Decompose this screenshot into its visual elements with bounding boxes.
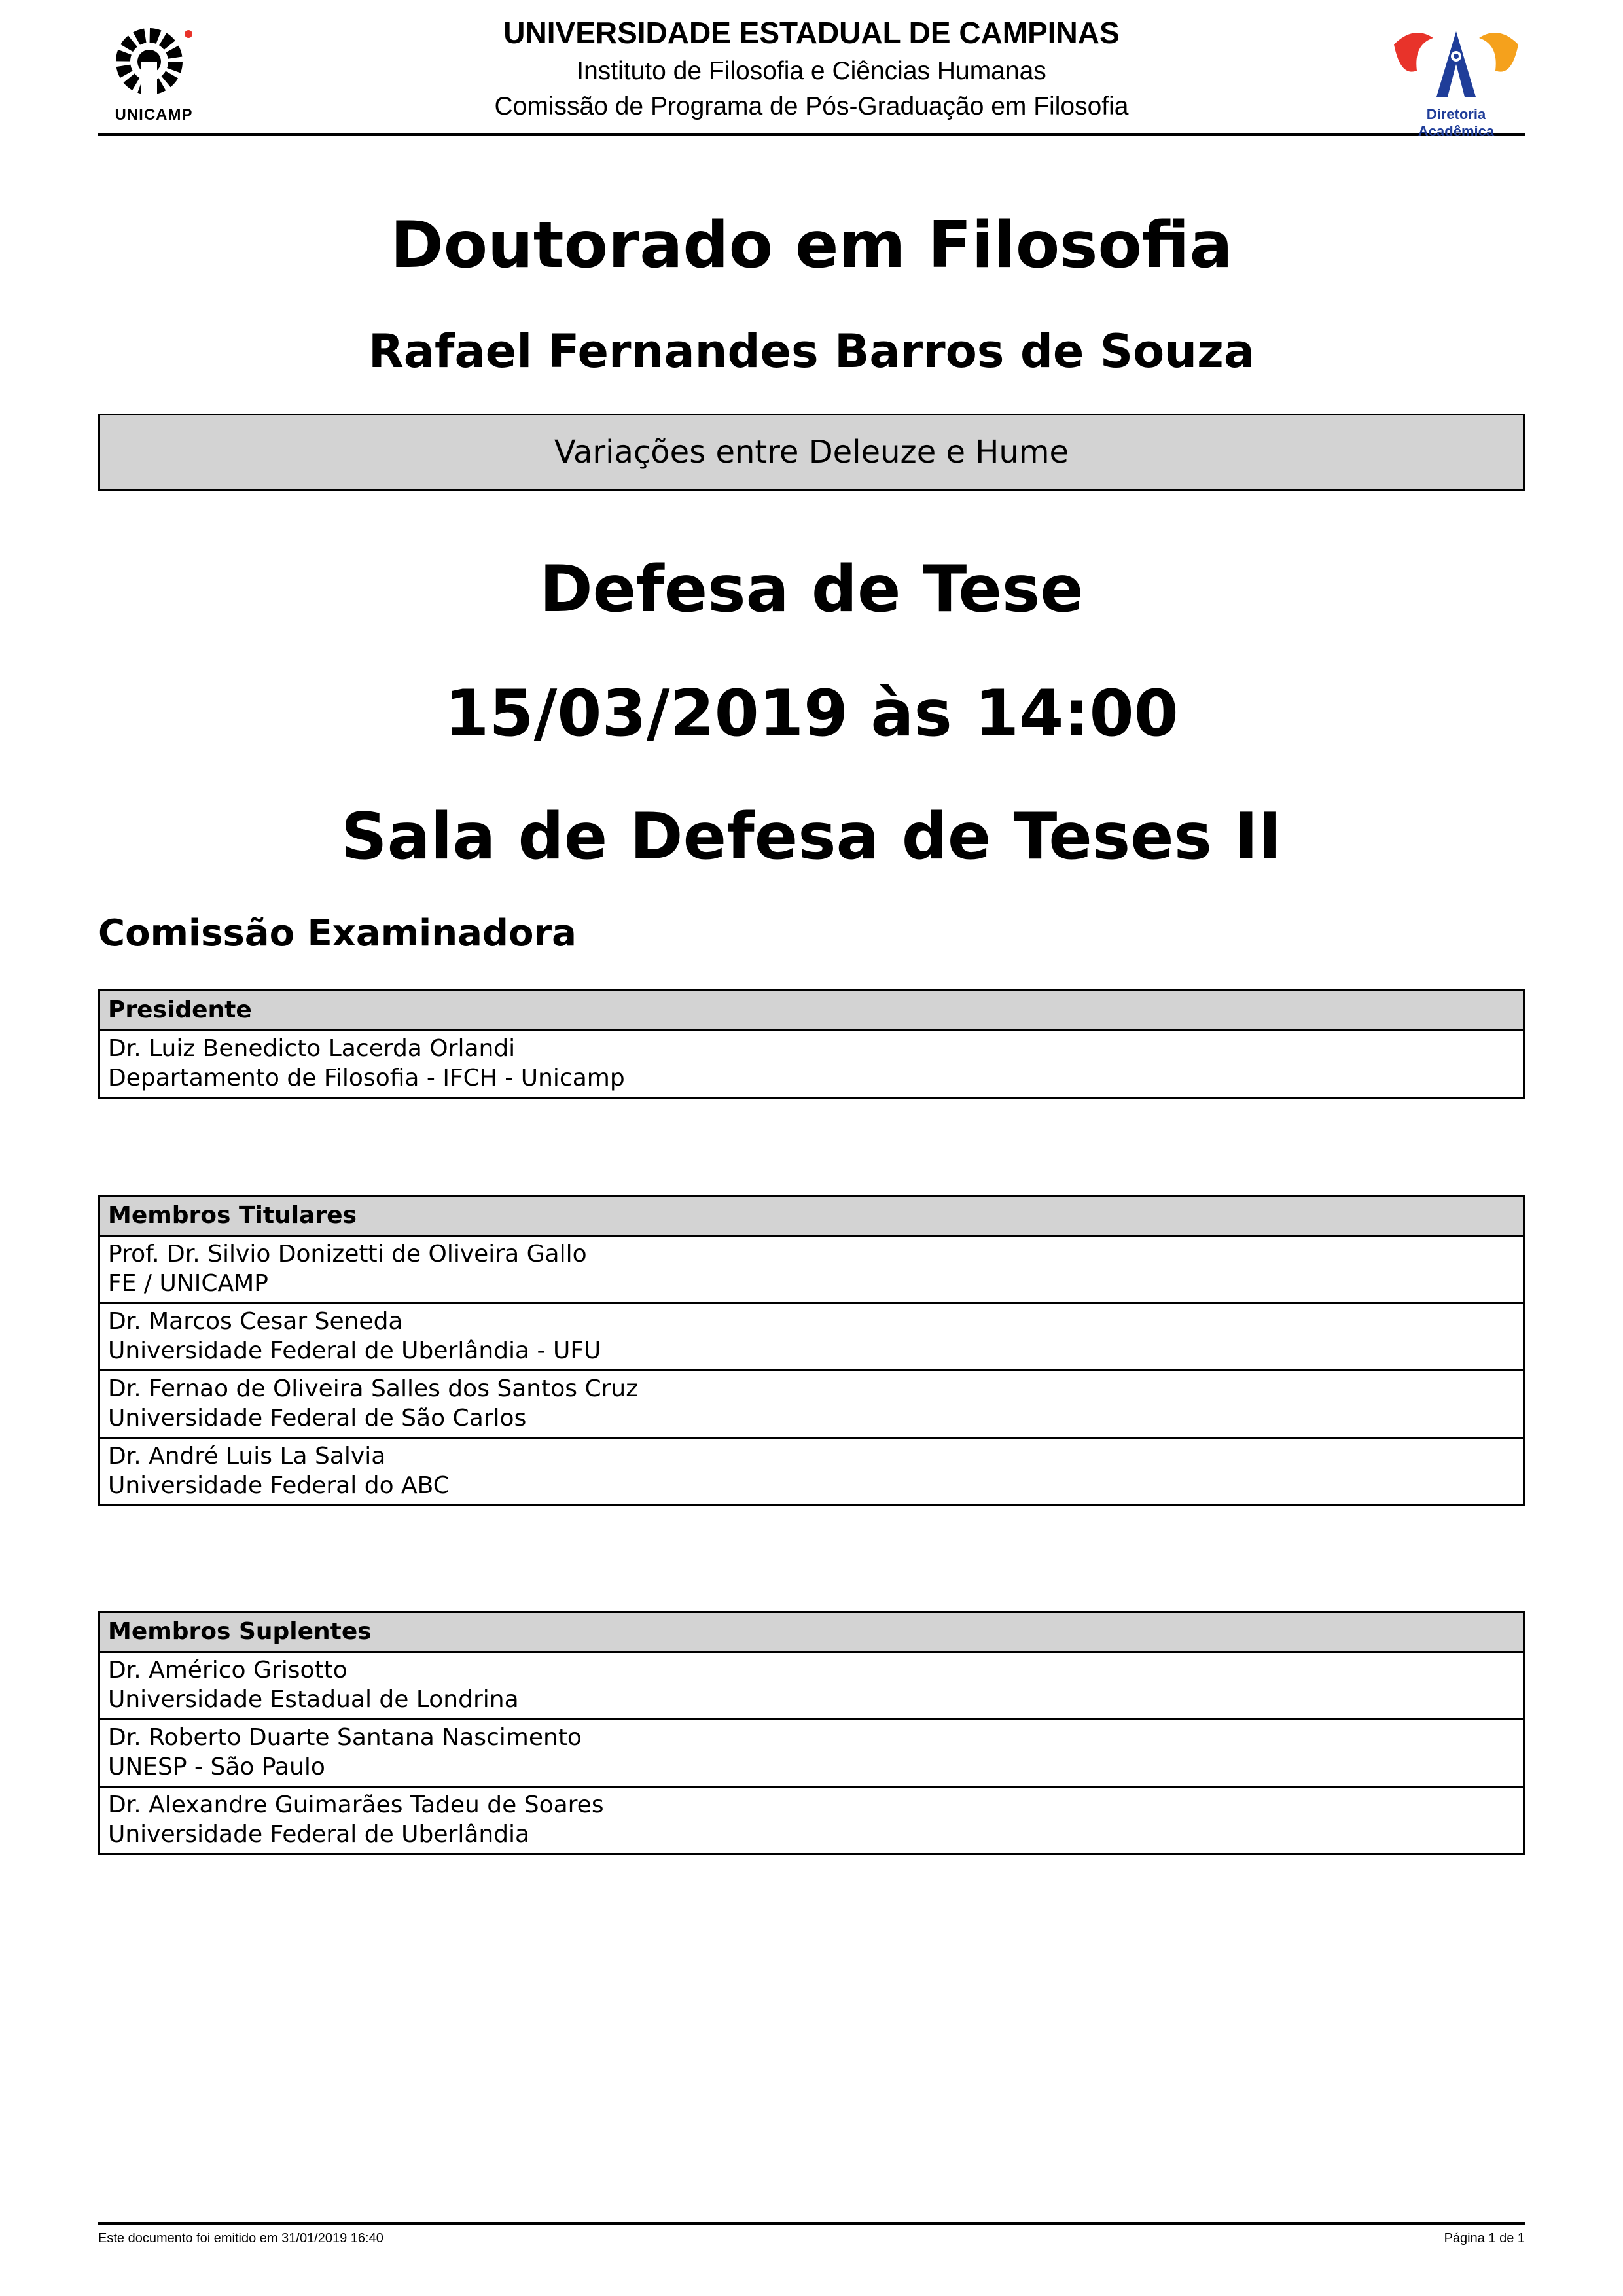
member-name: Dr. Américo Grisotto — [108, 1657, 348, 1684]
document-header — [98, 12, 1525, 139]
member-name: Dr. André Luis La Salvia — [108, 1443, 386, 1470]
unicamp-logo — [105, 21, 203, 126]
table-row — [100, 1653, 1523, 1720]
member-affiliation: Universidade Federal de São Carlos — [108, 1405, 527, 1432]
program-title: Doutorado em Filosofia — [390, 208, 1233, 283]
event-room: Sala de Defesa de Teses II — [341, 800, 1282, 874]
university-name: UNIVERSIDADE ESTADUAL DE CAMPINAS — [503, 16, 1120, 50]
table-row — [100, 1371, 1523, 1439]
member-affiliation: Universidade Federal de Uberlândia — [108, 1821, 530, 1848]
table-row — [100, 1788, 1523, 1853]
member-name: Dr. Luiz Benedicto Lacerda Orlandi — [108, 1035, 516, 1062]
table-row — [100, 1031, 1523, 1097]
unicamp-logo-text: UNICAMP — [115, 106, 193, 124]
member-affiliation: Departamento de Filosofia - IFCH - Unicamp — [108, 1065, 625, 1091]
titulares-heading: Membros Titulares — [100, 1197, 1523, 1237]
committee-section-title: Comissão Examinadora — [98, 912, 577, 955]
member-affiliation: Universidade Estadual de Londrina — [108, 1686, 519, 1713]
thesis-title: Variações entre Deleuze e Hume — [554, 434, 1069, 470]
suplentes-heading: Membros Suplentes — [100, 1613, 1523, 1653]
thesis-title-box — [98, 414, 1525, 491]
titulares-table — [98, 1195, 1525, 1506]
member-affiliation: FE / UNICAMP — [108, 1270, 268, 1297]
commission-name: Comissão de Programa de Pós-Graduação em Filosofia — [494, 92, 1129, 120]
member-affiliation: UNESP - São Paulo — [108, 1754, 325, 1780]
candidate-name: Rafael Fernandes Barros de Souza — [368, 325, 1255, 378]
member-name: Dr. Alexandre Guimarães Tadeu de Soares — [108, 1792, 604, 1818]
president-heading: Presidente — [100, 991, 1523, 1031]
table-row — [100, 1237, 1523, 1304]
table-row — [100, 1439, 1523, 1504]
president-table — [98, 989, 1525, 1099]
event-datetime: 15/03/2019 às 14:00 — [444, 677, 1179, 751]
page-number: Página 1 de 1 — [1444, 2231, 1525, 2246]
header-text — [294, 12, 1329, 124]
member-name: Dr. Fernao de Oliveira Salles dos Santos Cruz — [108, 1375, 639, 1402]
document-footer — [98, 2222, 1525, 2246]
event-title: Defesa de Tese — [539, 552, 1084, 627]
unicamp-logo-icon — [105, 21, 203, 106]
member-affiliation: Universidade Federal do ABC — [108, 1472, 450, 1499]
table-row — [100, 1720, 1523, 1788]
member-affiliation: Universidade Federal de Uberlândia - UFU — [108, 1337, 601, 1364]
suplentes-table — [98, 1611, 1525, 1855]
issued-timestamp: Este documento foi emitido em 31/01/2019 16:40 — [98, 2231, 383, 2246]
member-name: Dr. Marcos Cesar Seneda — [108, 1308, 403, 1335]
diretoria-academica-logo — [1387, 25, 1525, 139]
member-name: Prof. Dr. Silvio Donizetti de Oliveira Gallo — [108, 1241, 587, 1267]
diretoria-academica-logo-icon — [1387, 25, 1525, 103]
diretoria-academica-logo-text: Diretoria Acadêmica — [1418, 106, 1495, 139]
member-name: Dr. Roberto Duarte Santana Nascimento — [108, 1724, 582, 1751]
table-row — [100, 1304, 1523, 1371]
institute-name: Instituto de Filosofia e Ciências Humanas — [577, 57, 1046, 85]
